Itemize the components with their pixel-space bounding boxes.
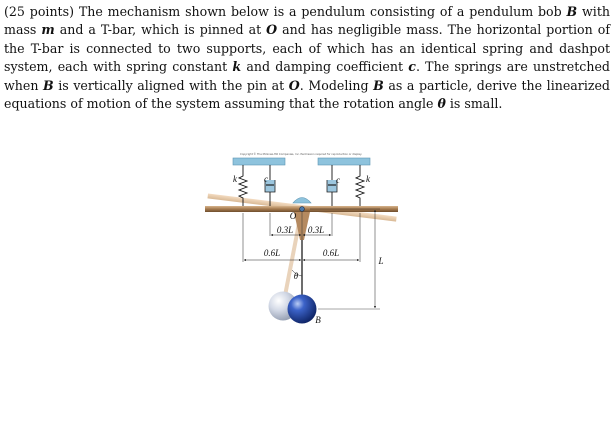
copyright-notice: Copyright © The McGraw-Hill Companies, Inc. Permission required for reproduction or display. — [240, 153, 362, 156]
problem-text-6: . The springs are unstretched when — [4, 59, 610, 93]
label-k-right: k — [366, 174, 370, 184]
label-c-right: c — [336, 175, 340, 185]
pin-O-icon — [300, 207, 305, 212]
symbol-O: O — [288, 77, 300, 93]
symbol-k: k — [232, 59, 242, 75]
pivot-support — [293, 198, 311, 204]
symbol-O: O — [266, 22, 278, 38]
problem-text-9: as a particle, derive the linearized equations of motion of the system assuming that the rotation angle — [4, 77, 610, 112]
symbol-c: c — [408, 59, 416, 75]
pendulum-bob — [288, 295, 317, 324]
problem-text-7: is vertically aligned with the pin at — [53, 77, 289, 93]
label-03L-left: 0.3L — [276, 225, 294, 235]
label-L: L — [378, 256, 384, 266]
symbol-B: B — [373, 77, 384, 93]
problem-text-2: with mass — [4, 4, 610, 38]
symbol-B: B — [43, 77, 54, 93]
label-O: O — [289, 211, 297, 221]
label-k-left: k — [233, 174, 237, 184]
problem-text-5: and damping coefficient — [241, 59, 409, 75]
symbol-theta: θ — [437, 96, 446, 112]
label-theta: θ — [293, 271, 299, 281]
label-03L-right: 0.3L — [307, 225, 325, 235]
problem-text-10: is small. — [445, 96, 503, 112]
left-support — [233, 158, 285, 165]
right-support — [318, 158, 370, 165]
problem-text-1: The mechanism shown below is a pendulum consisting of a pendulum bob — [74, 4, 567, 19]
right-dashpot — [327, 165, 337, 208]
problem-text-3: and a T-bar, which is pinned at — [54, 22, 267, 38]
symbol-B: B — [566, 4, 578, 19]
label-B: B — [315, 315, 321, 325]
problem-text-8: . Modeling — [299, 77, 374, 93]
symbol-m: m — [41, 22, 55, 38]
label-06L-right: 0.6L — [322, 248, 340, 258]
right-spring — [356, 165, 364, 208]
points-label: (25 points) — [4, 4, 74, 19]
problem-text-4: and has negligible mass. The horizontal portion of the T-bar is connected to two supports, each of which has an identical spring and dashpot system, each with spring constant — [4, 22, 610, 75]
label-c-left: c — [264, 174, 268, 184]
label-06L-left: 0.6L — [263, 248, 281, 258]
